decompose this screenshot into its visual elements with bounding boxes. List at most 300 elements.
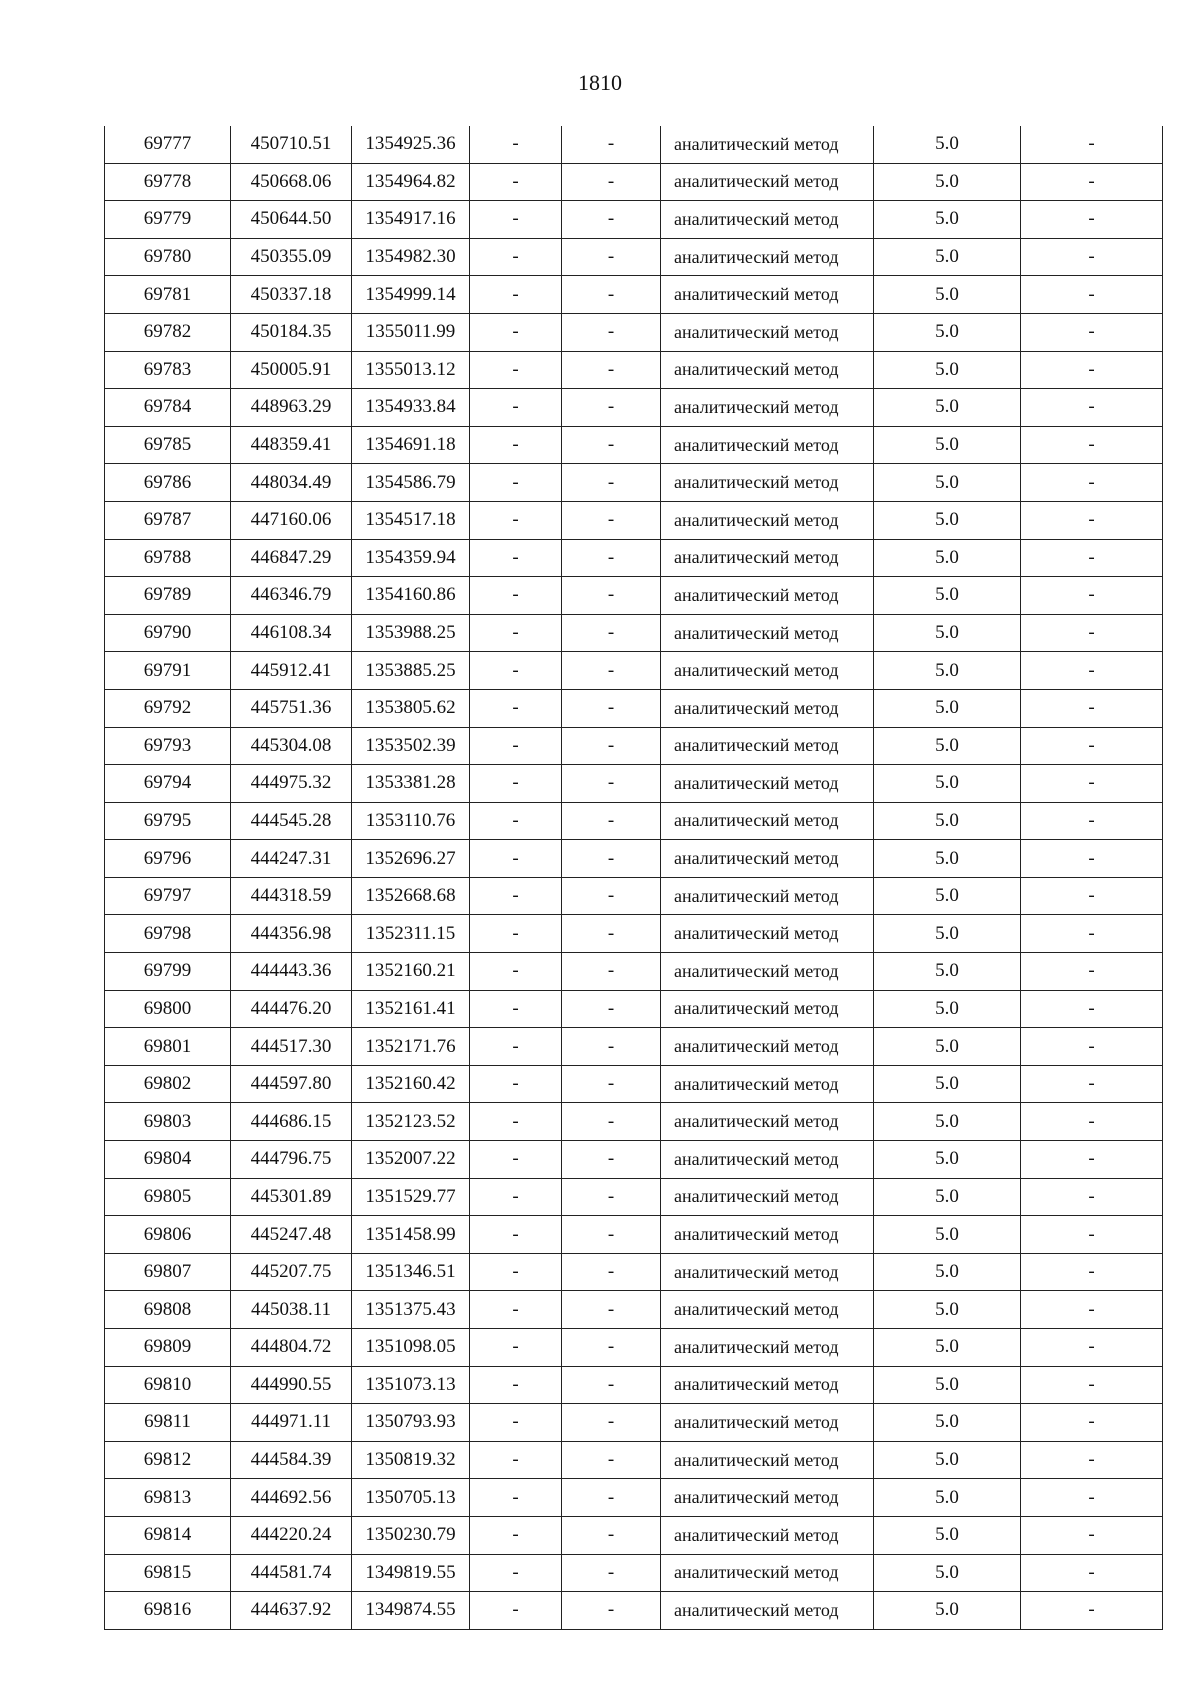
cell-col-8: - bbox=[1021, 802, 1163, 840]
cell-method: аналитический метод bbox=[661, 238, 874, 276]
table-row bbox=[105, 877, 1163, 915]
table-row bbox=[105, 238, 1163, 276]
cell-y-coordinate: 1353502.39 bbox=[352, 727, 470, 765]
cell-point-number: 69811 bbox=[105, 1404, 231, 1442]
cell-method: аналитический метод bbox=[661, 276, 874, 314]
cell-x-coordinate: 450668.06 bbox=[231, 163, 352, 201]
cell-x-coordinate: 444443.36 bbox=[231, 953, 352, 991]
cell-point-number: 69788 bbox=[105, 539, 231, 577]
cell-col-5: - bbox=[562, 953, 661, 991]
cell-point-number: 69807 bbox=[105, 1253, 231, 1291]
cell-col-5: - bbox=[562, 389, 661, 427]
cell-col-4: - bbox=[470, 1329, 562, 1367]
cell-y-coordinate: 1354917.16 bbox=[352, 201, 470, 239]
cell-col-5: - bbox=[562, 1028, 661, 1066]
cell-point-number: 69778 bbox=[105, 163, 231, 201]
cell-accuracy: 5.0 bbox=[874, 689, 1021, 727]
cell-col-8: - bbox=[1021, 1103, 1163, 1141]
cell-y-coordinate: 1355011.99 bbox=[352, 313, 470, 351]
table-row bbox=[105, 689, 1163, 727]
cell-accuracy: 5.0 bbox=[874, 1065, 1021, 1103]
cell-method: аналитический метод bbox=[661, 802, 874, 840]
cell-point-number: 69792 bbox=[105, 689, 231, 727]
cell-y-coordinate: 1352123.52 bbox=[352, 1103, 470, 1141]
table-row bbox=[105, 501, 1163, 539]
cell-col-4: - bbox=[470, 201, 562, 239]
cell-col-8: - bbox=[1021, 1028, 1163, 1066]
table-row bbox=[105, 1028, 1163, 1066]
cell-col-8: - bbox=[1021, 1329, 1163, 1367]
cell-col-5: - bbox=[562, 464, 661, 502]
cell-col-8: - bbox=[1021, 953, 1163, 991]
cell-col-5: - bbox=[562, 501, 661, 539]
cell-x-coordinate: 445751.36 bbox=[231, 689, 352, 727]
cell-accuracy: 5.0 bbox=[874, 614, 1021, 652]
cell-col-8: - bbox=[1021, 1516, 1163, 1554]
cell-point-number: 69796 bbox=[105, 840, 231, 878]
cell-x-coordinate: 446108.34 bbox=[231, 614, 352, 652]
cell-method: аналитический метод bbox=[661, 163, 874, 201]
cell-x-coordinate: 445207.75 bbox=[231, 1253, 352, 1291]
cell-accuracy: 5.0 bbox=[874, 1592, 1021, 1630]
cell-col-8: - bbox=[1021, 990, 1163, 1028]
cell-accuracy: 5.0 bbox=[874, 1253, 1021, 1291]
cell-point-number: 69798 bbox=[105, 915, 231, 953]
cell-method: аналитический метод bbox=[661, 464, 874, 502]
table-row bbox=[105, 915, 1163, 953]
cell-method: аналитический метод bbox=[661, 1065, 874, 1103]
cell-col-4: - bbox=[470, 802, 562, 840]
cell-y-coordinate: 1352696.27 bbox=[352, 840, 470, 878]
cell-accuracy: 5.0 bbox=[874, 1291, 1021, 1329]
cell-accuracy: 5.0 bbox=[874, 802, 1021, 840]
cell-col-5: - bbox=[562, 1216, 661, 1254]
cell-method: аналитический метод bbox=[661, 1291, 874, 1329]
cell-col-5: - bbox=[562, 238, 661, 276]
table-row bbox=[105, 1479, 1163, 1517]
cell-col-5: - bbox=[562, 1479, 661, 1517]
cell-method: аналитический метод bbox=[661, 126, 874, 163]
cell-col-5: - bbox=[562, 614, 661, 652]
cell-col-5: - bbox=[562, 877, 661, 915]
cell-method: аналитический метод bbox=[661, 727, 874, 765]
cell-x-coordinate: 444356.98 bbox=[231, 915, 352, 953]
cell-point-number: 69809 bbox=[105, 1329, 231, 1367]
cell-col-5: - bbox=[562, 1253, 661, 1291]
cell-col-5: - bbox=[562, 1065, 661, 1103]
cell-col-8: - bbox=[1021, 1441, 1163, 1479]
cell-col-8: - bbox=[1021, 1178, 1163, 1216]
cell-col-8: - bbox=[1021, 313, 1163, 351]
cell-point-number: 69785 bbox=[105, 426, 231, 464]
table-row bbox=[105, 614, 1163, 652]
cell-point-number: 69784 bbox=[105, 389, 231, 427]
table-row bbox=[105, 577, 1163, 615]
table-body bbox=[105, 126, 1163, 1629]
cell-y-coordinate: 1350819.32 bbox=[352, 1441, 470, 1479]
table-row bbox=[105, 990, 1163, 1028]
table-row bbox=[105, 201, 1163, 239]
cell-x-coordinate: 448034.49 bbox=[231, 464, 352, 502]
cell-method: аналитический метод bbox=[661, 1516, 874, 1554]
cell-accuracy: 5.0 bbox=[874, 539, 1021, 577]
cell-col-4: - bbox=[470, 1065, 562, 1103]
cell-accuracy: 5.0 bbox=[874, 389, 1021, 427]
table-row bbox=[105, 1178, 1163, 1216]
cell-col-4: - bbox=[470, 1103, 562, 1141]
cell-x-coordinate: 450184.35 bbox=[231, 313, 352, 351]
table-row bbox=[105, 1291, 1163, 1329]
cell-col-5: - bbox=[562, 126, 661, 163]
cell-point-number: 69804 bbox=[105, 1141, 231, 1179]
cell-col-8: - bbox=[1021, 501, 1163, 539]
cell-x-coordinate: 444796.75 bbox=[231, 1141, 352, 1179]
cell-accuracy: 5.0 bbox=[874, 652, 1021, 690]
cell-y-coordinate: 1351346.51 bbox=[352, 1253, 470, 1291]
cell-y-coordinate: 1351098.05 bbox=[352, 1329, 470, 1367]
table-row bbox=[105, 426, 1163, 464]
cell-x-coordinate: 450337.18 bbox=[231, 276, 352, 314]
cell-point-number: 69794 bbox=[105, 765, 231, 803]
cell-col-5: - bbox=[562, 765, 661, 803]
table-row bbox=[105, 802, 1163, 840]
cell-y-coordinate: 1349819.55 bbox=[352, 1554, 470, 1592]
cell-method: аналитический метод bbox=[661, 1178, 874, 1216]
table-row bbox=[105, 1366, 1163, 1404]
cell-col-5: - bbox=[562, 689, 661, 727]
cell-col-4: - bbox=[470, 1592, 562, 1630]
table-row bbox=[105, 276, 1163, 314]
cell-col-4: - bbox=[470, 652, 562, 690]
table-row bbox=[105, 1253, 1163, 1291]
cell-y-coordinate: 1353381.28 bbox=[352, 765, 470, 803]
cell-accuracy: 5.0 bbox=[874, 915, 1021, 953]
table-row bbox=[105, 126, 1163, 163]
cell-method: аналитический метод bbox=[661, 1141, 874, 1179]
cell-col-4: - bbox=[470, 1141, 562, 1179]
cell-y-coordinate: 1354160.86 bbox=[352, 577, 470, 615]
cell-y-coordinate: 1354925.36 bbox=[352, 126, 470, 163]
cell-method: аналитический метод bbox=[661, 389, 874, 427]
cell-accuracy: 5.0 bbox=[874, 1441, 1021, 1479]
cell-accuracy: 5.0 bbox=[874, 1028, 1021, 1066]
cell-x-coordinate: 444686.15 bbox=[231, 1103, 352, 1141]
cell-y-coordinate: 1354999.14 bbox=[352, 276, 470, 314]
cell-col-5: - bbox=[562, 1103, 661, 1141]
cell-accuracy: 5.0 bbox=[874, 501, 1021, 539]
table-row bbox=[105, 389, 1163, 427]
cell-point-number: 69795 bbox=[105, 802, 231, 840]
cell-accuracy: 5.0 bbox=[874, 840, 1021, 878]
cell-y-coordinate: 1350705.13 bbox=[352, 1479, 470, 1517]
cell-accuracy: 5.0 bbox=[874, 1103, 1021, 1141]
cell-accuracy: 5.0 bbox=[874, 1178, 1021, 1216]
cell-point-number: 69779 bbox=[105, 201, 231, 239]
cell-x-coordinate: 445301.89 bbox=[231, 1178, 352, 1216]
cell-col-4: - bbox=[470, 765, 562, 803]
cell-y-coordinate: 1354586.79 bbox=[352, 464, 470, 502]
cell-x-coordinate: 450710.51 bbox=[231, 126, 352, 163]
cell-col-4: - bbox=[470, 1554, 562, 1592]
table-row bbox=[105, 727, 1163, 765]
cell-accuracy: 5.0 bbox=[874, 1479, 1021, 1517]
cell-point-number: 69808 bbox=[105, 1291, 231, 1329]
cell-col-4: - bbox=[470, 313, 562, 351]
table-row bbox=[105, 1516, 1163, 1554]
cell-col-5: - bbox=[562, 727, 661, 765]
cell-point-number: 69814 bbox=[105, 1516, 231, 1554]
cell-method: аналитический метод bbox=[661, 1103, 874, 1141]
table-row bbox=[105, 1103, 1163, 1141]
cell-point-number: 69815 bbox=[105, 1554, 231, 1592]
cell-col-4: - bbox=[470, 539, 562, 577]
cell-col-4: - bbox=[470, 1441, 562, 1479]
cell-y-coordinate: 1354359.94 bbox=[352, 539, 470, 577]
cell-point-number: 69781 bbox=[105, 276, 231, 314]
cell-x-coordinate: 444584.39 bbox=[231, 1441, 352, 1479]
cell-y-coordinate: 1352160.42 bbox=[352, 1065, 470, 1103]
cell-y-coordinate: 1350793.93 bbox=[352, 1404, 470, 1442]
cell-accuracy: 5.0 bbox=[874, 1366, 1021, 1404]
cell-col-5: - bbox=[562, 840, 661, 878]
cell-col-4: - bbox=[470, 1253, 562, 1291]
cell-method: аналитический метод bbox=[661, 652, 874, 690]
cell-x-coordinate: 444517.30 bbox=[231, 1028, 352, 1066]
cell-col-5: - bbox=[562, 163, 661, 201]
cell-col-4: - bbox=[470, 1366, 562, 1404]
table-row bbox=[105, 539, 1163, 577]
cell-col-5: - bbox=[562, 1329, 661, 1367]
cell-point-number: 69786 bbox=[105, 464, 231, 502]
cell-method: аналитический метод bbox=[661, 689, 874, 727]
cell-col-5: - bbox=[562, 1141, 661, 1179]
cell-method: аналитический метод bbox=[661, 1441, 874, 1479]
cell-col-8: - bbox=[1021, 727, 1163, 765]
cell-y-coordinate: 1354964.82 bbox=[352, 163, 470, 201]
cell-accuracy: 5.0 bbox=[874, 313, 1021, 351]
cell-method: аналитический метод bbox=[661, 577, 874, 615]
cell-col-8: - bbox=[1021, 1479, 1163, 1517]
coordinates-table bbox=[104, 126, 1163, 1630]
cell-col-4: - bbox=[470, 351, 562, 389]
cell-method: аналитический метод bbox=[661, 953, 874, 991]
cell-x-coordinate: 445912.41 bbox=[231, 652, 352, 690]
cell-col-5: - bbox=[562, 802, 661, 840]
cell-method: аналитический метод bbox=[661, 539, 874, 577]
cell-x-coordinate: 444247.31 bbox=[231, 840, 352, 878]
cell-point-number: 69813 bbox=[105, 1479, 231, 1517]
cell-x-coordinate: 444597.80 bbox=[231, 1065, 352, 1103]
cell-y-coordinate: 1352160.21 bbox=[352, 953, 470, 991]
cell-accuracy: 5.0 bbox=[874, 577, 1021, 615]
cell-col-4: - bbox=[470, 464, 562, 502]
cell-x-coordinate: 444581.74 bbox=[231, 1554, 352, 1592]
cell-x-coordinate: 446847.29 bbox=[231, 539, 352, 577]
cell-method: аналитический метод bbox=[661, 1366, 874, 1404]
table-row bbox=[105, 765, 1163, 803]
cell-accuracy: 5.0 bbox=[874, 238, 1021, 276]
cell-accuracy: 5.0 bbox=[874, 1516, 1021, 1554]
cell-col-5: - bbox=[562, 1366, 661, 1404]
cell-y-coordinate: 1352668.68 bbox=[352, 877, 470, 915]
cell-accuracy: 5.0 bbox=[874, 1329, 1021, 1367]
cell-point-number: 69780 bbox=[105, 238, 231, 276]
cell-col-5: - bbox=[562, 313, 661, 351]
cell-y-coordinate: 1352171.76 bbox=[352, 1028, 470, 1066]
cell-y-coordinate: 1353110.76 bbox=[352, 802, 470, 840]
cell-accuracy: 5.0 bbox=[874, 1141, 1021, 1179]
cell-x-coordinate: 447160.06 bbox=[231, 501, 352, 539]
cell-method: аналитический метод bbox=[661, 915, 874, 953]
cell-point-number: 69800 bbox=[105, 990, 231, 1028]
cell-col-5: - bbox=[562, 1516, 661, 1554]
cell-col-8: - bbox=[1021, 840, 1163, 878]
cell-col-8: - bbox=[1021, 126, 1163, 163]
cell-col-5: - bbox=[562, 1178, 661, 1216]
table-row bbox=[105, 1065, 1163, 1103]
cell-col-5: - bbox=[562, 1404, 661, 1442]
cell-x-coordinate: 444692.56 bbox=[231, 1479, 352, 1517]
cell-point-number: 69806 bbox=[105, 1216, 231, 1254]
cell-col-5: - bbox=[562, 201, 661, 239]
cell-accuracy: 5.0 bbox=[874, 464, 1021, 502]
cell-x-coordinate: 444318.59 bbox=[231, 877, 352, 915]
cell-col-4: - bbox=[470, 238, 562, 276]
cell-accuracy: 5.0 bbox=[874, 1404, 1021, 1442]
table-row bbox=[105, 652, 1163, 690]
cell-col-8: - bbox=[1021, 1065, 1163, 1103]
cell-col-4: - bbox=[470, 276, 562, 314]
cell-col-8: - bbox=[1021, 1404, 1163, 1442]
cell-x-coordinate: 444990.55 bbox=[231, 1366, 352, 1404]
cell-col-4: - bbox=[470, 877, 562, 915]
cell-method: аналитический метод bbox=[661, 877, 874, 915]
cell-accuracy: 5.0 bbox=[874, 163, 1021, 201]
cell-col-4: - bbox=[470, 389, 562, 427]
cell-y-coordinate: 1351458.99 bbox=[352, 1216, 470, 1254]
cell-method: аналитический метод bbox=[661, 990, 874, 1028]
cell-accuracy: 5.0 bbox=[874, 953, 1021, 991]
cell-y-coordinate: 1353988.25 bbox=[352, 614, 470, 652]
table-row bbox=[105, 464, 1163, 502]
cell-col-4: - bbox=[470, 915, 562, 953]
cell-col-8: - bbox=[1021, 1554, 1163, 1592]
cell-point-number: 69799 bbox=[105, 953, 231, 991]
cell-col-5: - bbox=[562, 577, 661, 615]
cell-method: аналитический метод bbox=[661, 426, 874, 464]
cell-point-number: 69777 bbox=[105, 126, 231, 163]
cell-y-coordinate: 1354933.84 bbox=[352, 389, 470, 427]
cell-point-number: 69793 bbox=[105, 727, 231, 765]
cell-accuracy: 5.0 bbox=[874, 877, 1021, 915]
cell-col-5: - bbox=[562, 1291, 661, 1329]
cell-accuracy: 5.0 bbox=[874, 201, 1021, 239]
cell-col-5: - bbox=[562, 351, 661, 389]
cell-accuracy: 5.0 bbox=[874, 126, 1021, 163]
cell-point-number: 69805 bbox=[105, 1178, 231, 1216]
cell-col-4: - bbox=[470, 1028, 562, 1066]
table-row bbox=[105, 1554, 1163, 1592]
cell-x-coordinate: 444971.11 bbox=[231, 1404, 352, 1442]
cell-point-number: 69801 bbox=[105, 1028, 231, 1066]
cell-x-coordinate: 444220.24 bbox=[231, 1516, 352, 1554]
table-row bbox=[105, 953, 1163, 991]
cell-x-coordinate: 445247.48 bbox=[231, 1216, 352, 1254]
cell-method: аналитический метод bbox=[661, 1554, 874, 1592]
page-number: 1810 bbox=[578, 70, 622, 95]
cell-point-number: 69783 bbox=[105, 351, 231, 389]
table-row bbox=[105, 840, 1163, 878]
table-row bbox=[105, 1592, 1163, 1630]
cell-accuracy: 5.0 bbox=[874, 727, 1021, 765]
cell-point-number: 69782 bbox=[105, 313, 231, 351]
cell-y-coordinate: 1349874.55 bbox=[352, 1592, 470, 1630]
cell-col-8: - bbox=[1021, 915, 1163, 953]
cell-y-coordinate: 1351529.77 bbox=[352, 1178, 470, 1216]
cell-point-number: 69790 bbox=[105, 614, 231, 652]
cell-accuracy: 5.0 bbox=[874, 426, 1021, 464]
cell-col-4: - bbox=[470, 1404, 562, 1442]
cell-col-5: - bbox=[562, 426, 661, 464]
cell-point-number: 69810 bbox=[105, 1366, 231, 1404]
cell-accuracy: 5.0 bbox=[874, 1216, 1021, 1254]
cell-x-coordinate: 444637.92 bbox=[231, 1592, 352, 1630]
cell-col-8: - bbox=[1021, 1253, 1163, 1291]
cell-col-4: - bbox=[470, 1516, 562, 1554]
cell-col-5: - bbox=[562, 990, 661, 1028]
cell-x-coordinate: 444804.72 bbox=[231, 1329, 352, 1367]
cell-x-coordinate: 448359.41 bbox=[231, 426, 352, 464]
cell-col-8: - bbox=[1021, 238, 1163, 276]
table-row bbox=[105, 1329, 1163, 1367]
cell-method: аналитический метод bbox=[661, 313, 874, 351]
cell-x-coordinate: 445038.11 bbox=[231, 1291, 352, 1329]
cell-y-coordinate: 1351375.43 bbox=[352, 1291, 470, 1329]
cell-method: аналитический метод bbox=[661, 201, 874, 239]
cell-col-5: - bbox=[562, 539, 661, 577]
cell-col-4: - bbox=[470, 577, 562, 615]
cell-x-coordinate: 446346.79 bbox=[231, 577, 352, 615]
cell-accuracy: 5.0 bbox=[874, 1554, 1021, 1592]
table-row bbox=[105, 1441, 1163, 1479]
cell-y-coordinate: 1351073.13 bbox=[352, 1366, 470, 1404]
cell-x-coordinate: 444545.28 bbox=[231, 802, 352, 840]
cell-method: аналитический метод bbox=[661, 501, 874, 539]
cell-col-8: - bbox=[1021, 464, 1163, 502]
cell-method: аналитический метод bbox=[661, 351, 874, 389]
table-row bbox=[105, 313, 1163, 351]
cell-col-4: - bbox=[470, 426, 562, 464]
cell-y-coordinate: 1352161.41 bbox=[352, 990, 470, 1028]
cell-col-4: - bbox=[470, 990, 562, 1028]
cell-col-8: - bbox=[1021, 652, 1163, 690]
cell-x-coordinate: 450355.09 bbox=[231, 238, 352, 276]
cell-col-4: - bbox=[470, 840, 562, 878]
table-row bbox=[105, 163, 1163, 201]
table-row bbox=[105, 1404, 1163, 1442]
cell-col-8: - bbox=[1021, 539, 1163, 577]
cell-point-number: 69797 bbox=[105, 877, 231, 915]
cell-accuracy: 5.0 bbox=[874, 990, 1021, 1028]
cell-col-4: - bbox=[470, 501, 562, 539]
cell-method: аналитический метод bbox=[661, 614, 874, 652]
cell-y-coordinate: 1354517.18 bbox=[352, 501, 470, 539]
cell-col-4: - bbox=[470, 1291, 562, 1329]
cell-col-4: - bbox=[470, 1216, 562, 1254]
table-row bbox=[105, 1141, 1163, 1179]
cell-col-8: - bbox=[1021, 351, 1163, 389]
cell-col-8: - bbox=[1021, 614, 1163, 652]
